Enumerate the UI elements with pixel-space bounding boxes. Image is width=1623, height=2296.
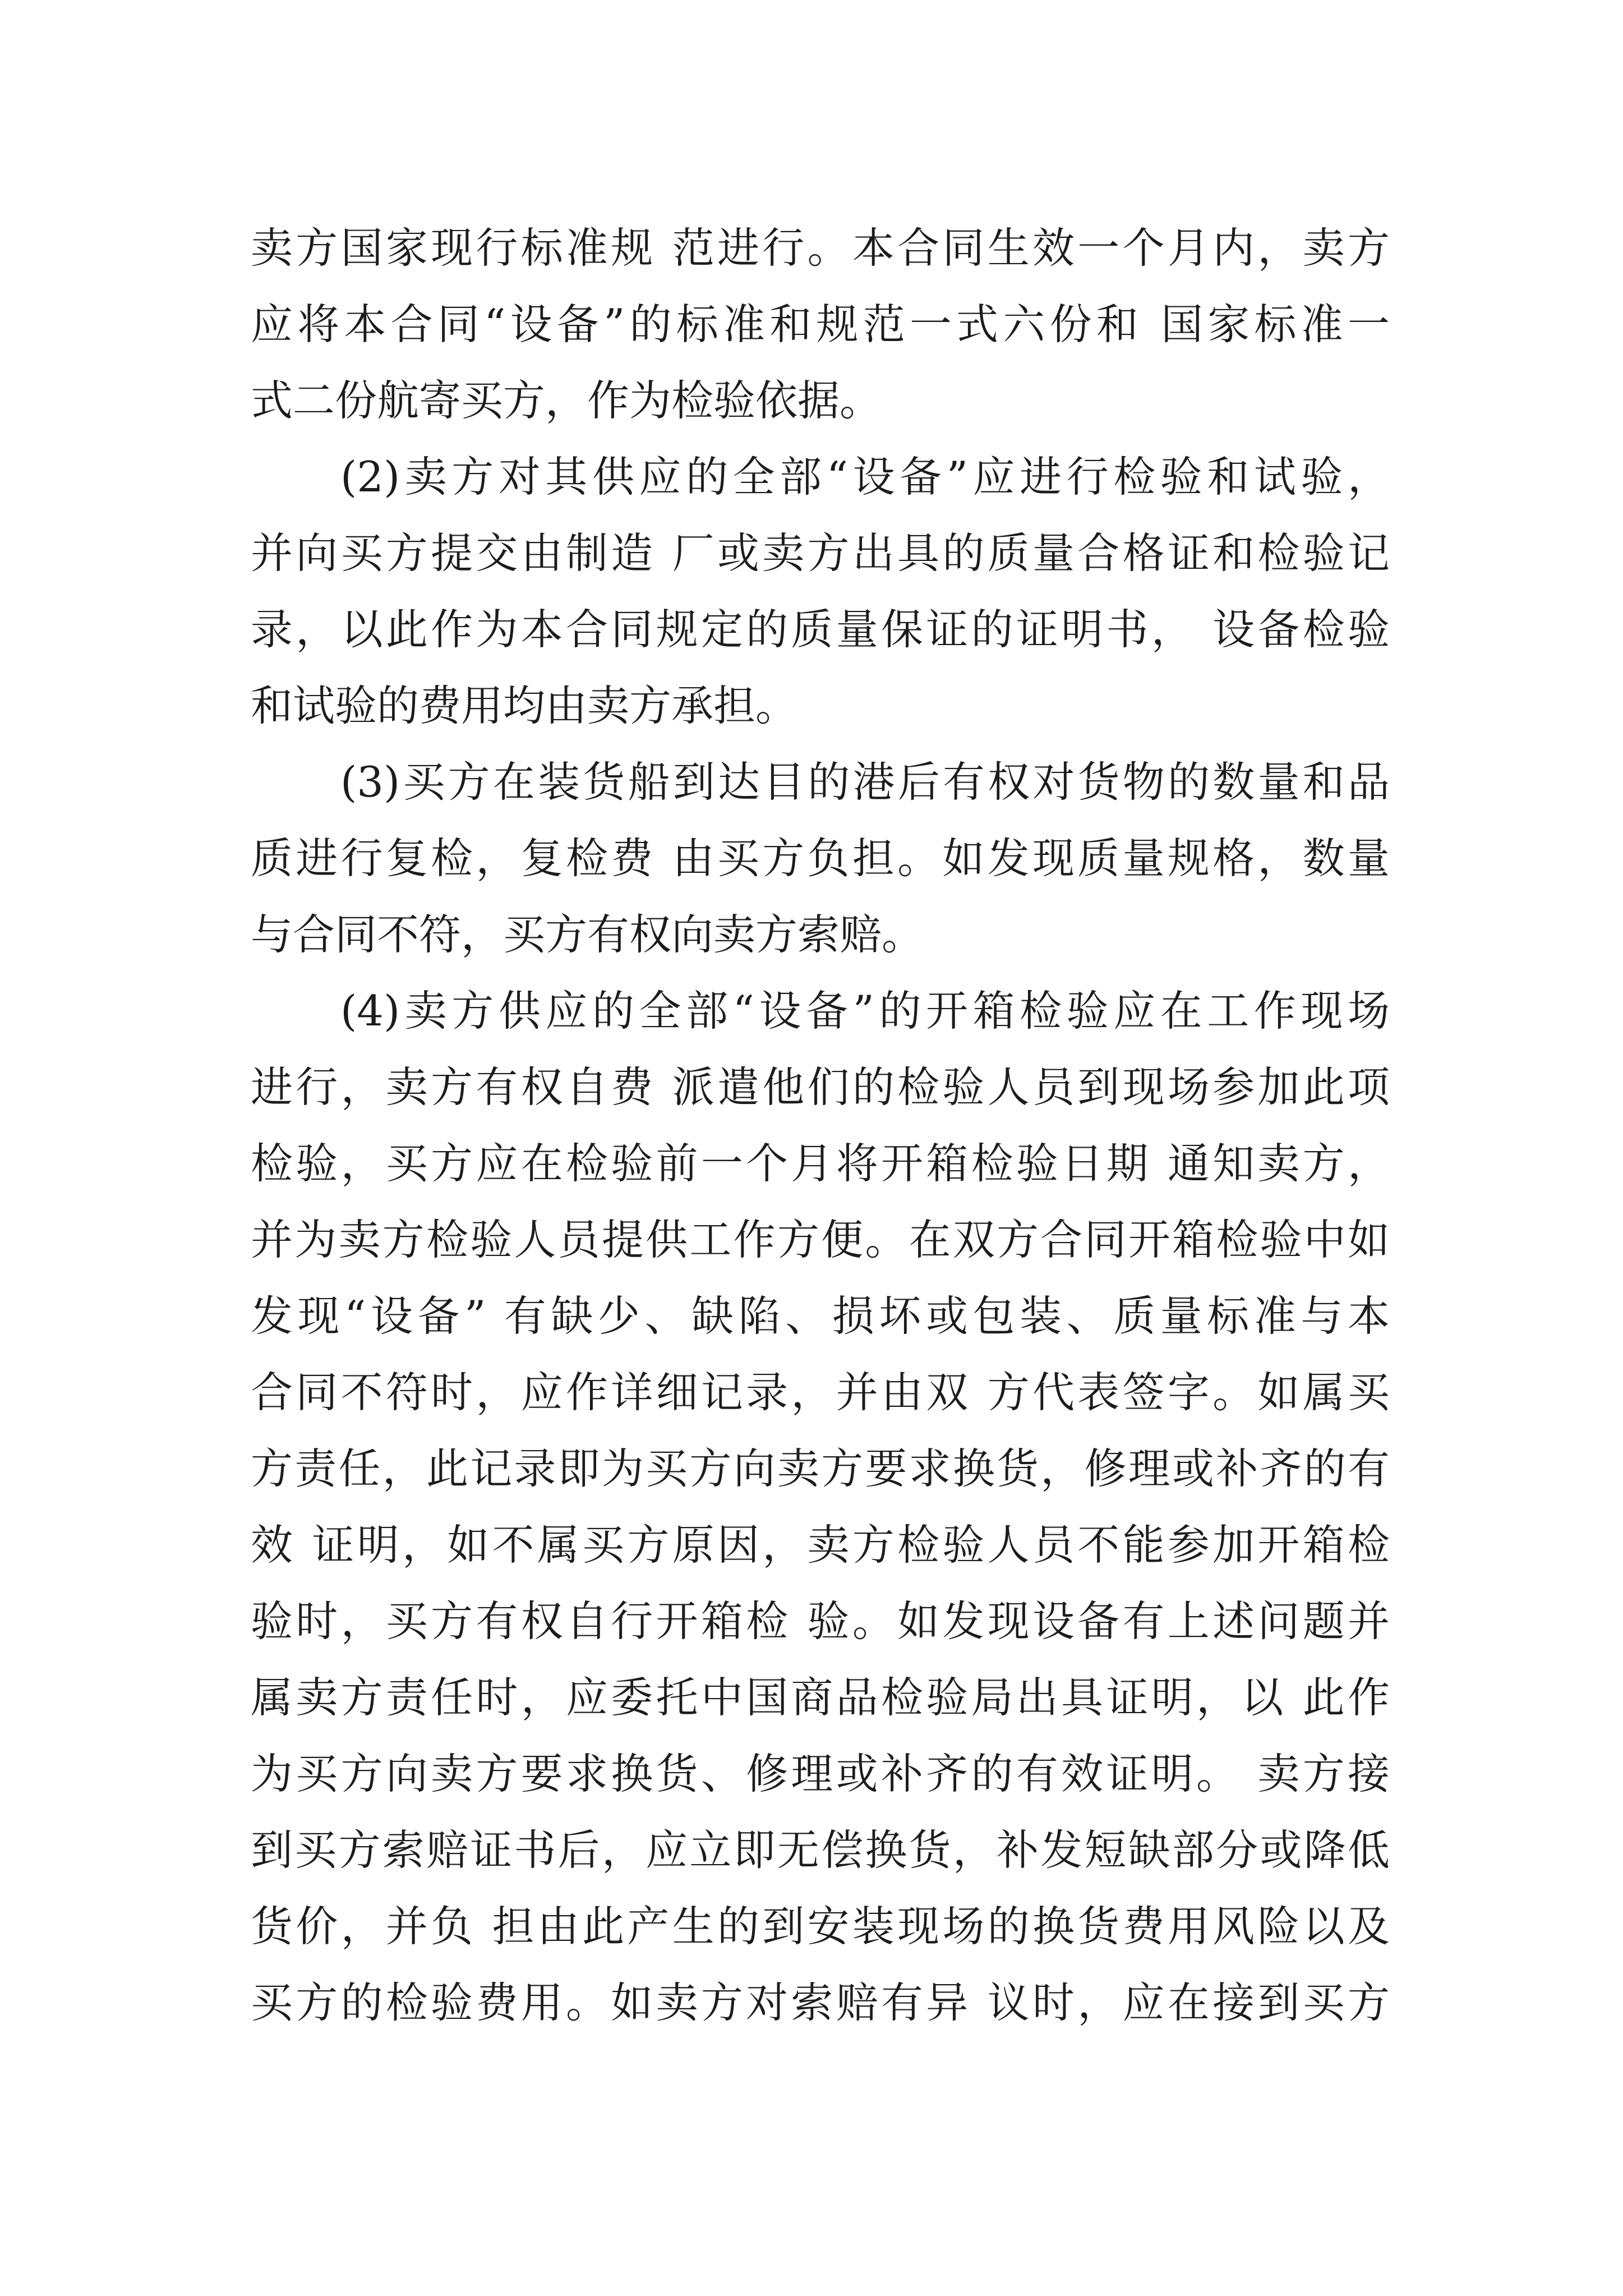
paragraph-start-line: (2)卖方对其供应的全部“设备”应进行检验和试验， (340, 452, 1390, 501)
text-line: 卖方国家现行标准规 范进行。本合同生效一个月内，卖方 (251, 223, 1390, 273)
text-line: 进行，卖方有权自费 派遣他们的检验人员到现场参加此项 (251, 1062, 1390, 1112)
text-line: 应将本合同“设备”的标准和规范一式六份和 国家标准一 (251, 300, 1390, 349)
paragraph-start-line: (3)买方在装货船到达目的港后有权对货物的数量和品 (340, 757, 1390, 807)
text-line: 效 证明，如不属买方原因，卖方检验人员不能参加开箱检 (251, 1520, 1390, 1570)
text-line: 合同不符时，应作详细记录，并由双 方代表签字。如属买 (251, 1368, 1390, 1417)
text-line: 方责任，此记录即为买方向卖方要求换货，修理或补齐的有 (251, 1444, 1390, 1493)
text-line: 验时，买方有权自行开箱检 验。如发现设备有上述问题并 (251, 1596, 1390, 1646)
text-line: 发现“设备” 有缺少、缺陷、损坏或包装、质量标准与本 (251, 1291, 1390, 1341)
text-line: 并向买方提交由制造 厂或卖方出具的质量合格证和检验记 (251, 528, 1390, 578)
text-line: 质进行复检，复检费 由买方负担。如发现质量规格，数量 (251, 834, 1390, 883)
text-line: 为买方向卖方要求换货、修理或补齐的有效证明。 卖方接 (251, 1749, 1390, 1798)
text-line: 属卖方责任时，应委托中国商品检验局出具证明，以 此作 (251, 1673, 1390, 1722)
text-line: 货价，并负 担由此产生的到安装现场的换货费用风险以及 (251, 1902, 1390, 1951)
text-line: 检验，买方应在检验前一个月将开箱检验日期 通知卖方， (251, 1139, 1390, 1188)
text-line: 买方的检验费用。如卖方对索赔有异 议时，应在接到买方 (251, 1978, 1390, 2027)
text-line: 并为卖方检验人员提供工作方便。在双方合同开箱检验中如 (251, 1215, 1390, 1264)
text-line: 和试验的费用均由卖方承担。 (251, 681, 798, 730)
text-line: 到买方索赔证书后，应立即无偿换货，补发短缺部分或降低 (251, 1825, 1390, 1875)
text-line: 录，以此作为本合同规定的质量保证的证明书， 设备检验 (251, 605, 1390, 654)
paragraph-start-line: (4)卖方供应的全部“设备”的开箱检验应在工作现场 (340, 986, 1390, 1036)
body-text (251, 210, 1390, 2041)
text-line: 式二份航寄买方，作为检验依据。 (251, 376, 882, 425)
text-line: 与合同不符，买方有权向卖方索赔。 (251, 910, 924, 959)
